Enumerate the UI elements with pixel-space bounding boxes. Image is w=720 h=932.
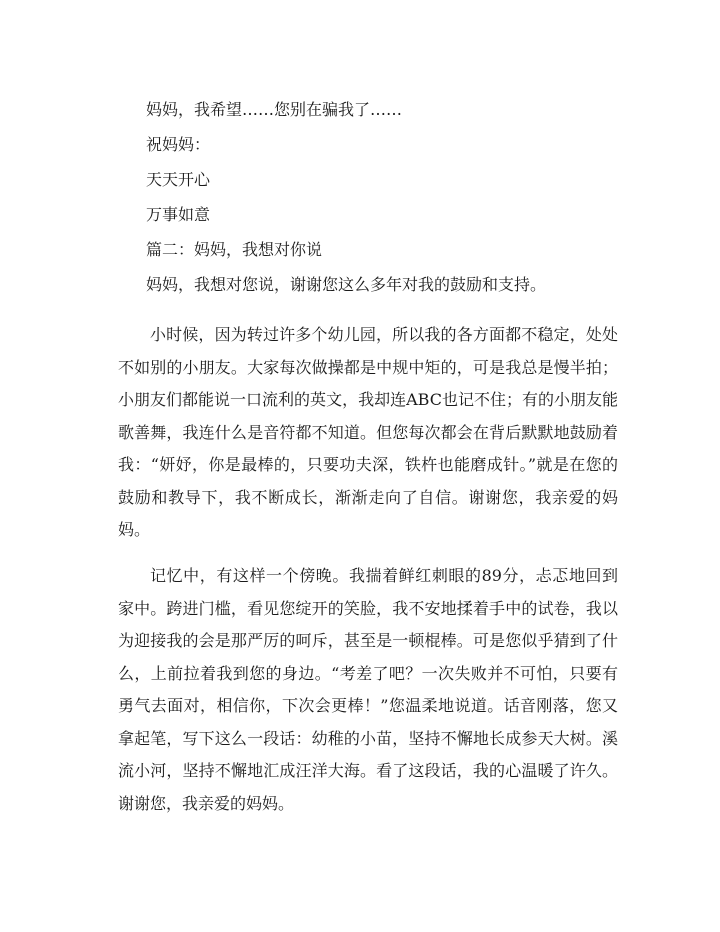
line-wish-luck: 万事如意 [146, 205, 211, 224]
paragraph-childhood: 小时候，因为转过许多个幼儿园，所以我的各方面都不稳定，处处不如别的小朋友。大家每次做操都是中规中矩的，可是我总是慢半拍；小朋友们都能说一口流利的英文，我却连ABC也记不住；有的小朋友能歌善舞，我连什么是音符都不知道。但您每次都会在背后默默地鼓励着我：“妍妤，你是最棒的，只要功夫深，铁杵也能磨成针。”就是在您的鼓励和教导下，我不断成长，渐渐走向了自信。谢谢您，我亲爱的妈妈。 [118, 325, 618, 539]
line-intro: 妈妈，我想对您说，谢谢您这么多年对我的鼓励和支持。 [146, 275, 547, 294]
paragraph-memory: 记忆中，有这样一个傍晚。我揣着鲜红刺眼的89分，忐忑地回到家中。跨进门槛，看见您绽开的笑脸，我不安地揉着手中的试卷，我以为迎接我的会是那严厉的呵斥，甚至是一顿棍棒。可是您似乎猜到了什么，上前拉着我到您的身边。“考差了吧？一次失败并不可怕，只要有勇气去面对，相信你，下次会更棒！”您温柔地说道。话音刚落，您又拿起笔，写下这么一段话：幼稚的小苗，坚持不懈地长成参天大树。溪流小河，坚持不懈地汇成汪洋大海。看了这段话，我的心温暖了许久。谢谢您，我亲爱的妈妈。 [118, 566, 618, 813]
line-wish-heading: 祝妈妈： [146, 135, 211, 154]
line-hope: 妈妈，我希望……您别在骗我了…… [146, 100, 403, 119]
section-title: 篇二：妈妈，我想对你说 [146, 240, 323, 259]
short-lines-block [146, 92, 626, 302]
line-wish-happy: 天天开心 [146, 170, 211, 189]
